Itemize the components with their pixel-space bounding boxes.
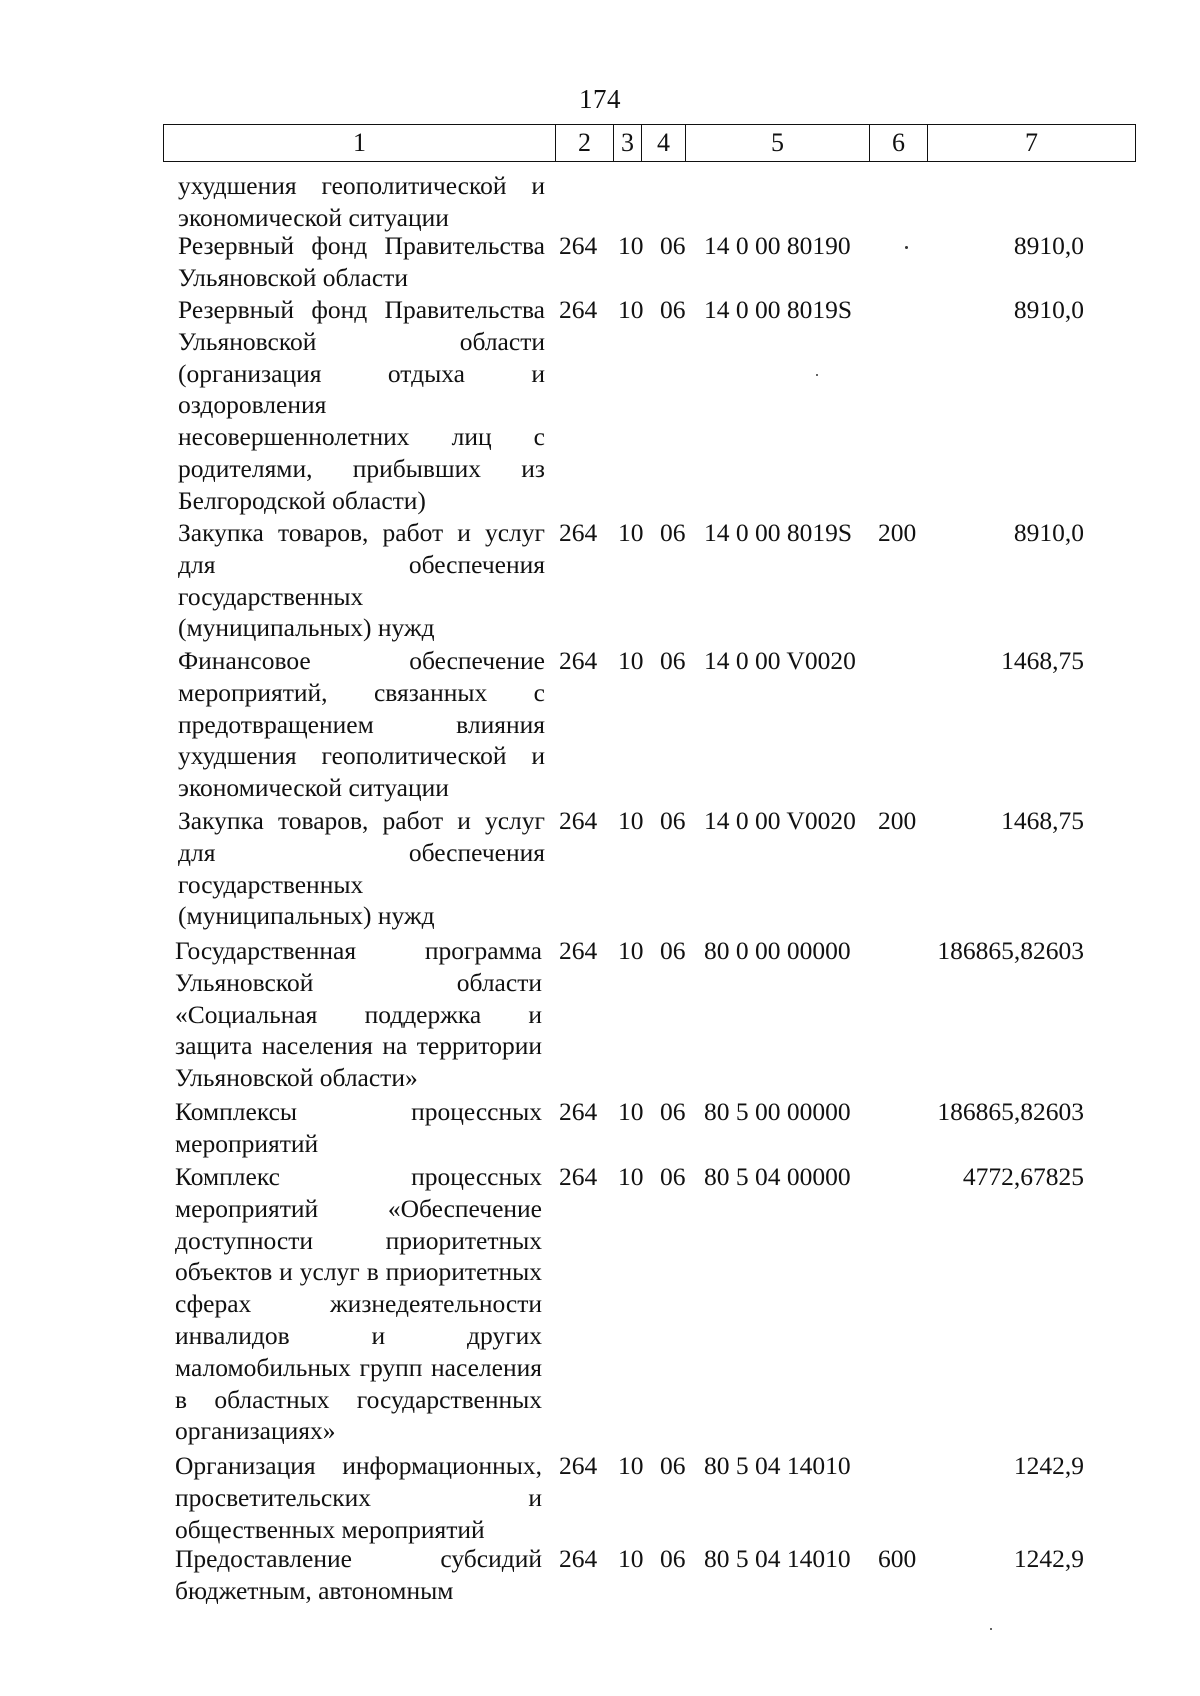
row-code-target: 80 5 00 00000 xyxy=(704,1097,851,1126)
row-description: Комплексы процессных мероприятий xyxy=(175,1097,542,1158)
row-code-subsection: 06 xyxy=(660,936,686,965)
header-col-7: 7 xyxy=(928,125,1136,162)
row-amount: 186865,82603 xyxy=(937,1097,1084,1126)
row-code-target: 14 0 00 V0020 xyxy=(704,646,856,675)
row-code-subsection: 06 xyxy=(660,1097,686,1126)
row-code-ministry: 264 xyxy=(559,1162,598,1191)
row-code-target: 14 0 00 V0020 xyxy=(704,806,856,835)
row-code-section: 10 xyxy=(618,295,644,324)
row-code-subsection: 06 xyxy=(660,1544,686,1573)
row-code-ministry: 264 xyxy=(559,1451,598,1480)
row-code-ministry: 264 xyxy=(559,295,598,324)
row-code-section: 10 xyxy=(618,936,644,965)
row-amount: 8910,0 xyxy=(1013,518,1084,547)
row-code-subsection: 06 xyxy=(660,231,686,260)
row-code-section: 10 xyxy=(618,1162,644,1191)
row-amount: 8910,0 xyxy=(1013,231,1084,260)
row-code-section: 10 xyxy=(618,806,644,835)
row-code-section: 10 xyxy=(618,1544,644,1573)
row-description: Резервный фонд Правительства Ульяновской области xyxy=(178,231,545,292)
row-code-ministry: 264 xyxy=(559,518,598,547)
scan-speck xyxy=(905,246,908,249)
row-code-section: 10 xyxy=(618,518,644,547)
row-code-target: 14 0 00 8019S xyxy=(704,295,853,324)
row-description: Предоставление субсидий бюджетным, автономным xyxy=(175,1544,542,1605)
row-amount: 8910,0 xyxy=(1013,295,1084,324)
row-amount: 1468,75 xyxy=(1001,646,1084,675)
header-col-5: 5 xyxy=(686,125,870,162)
row-code-ministry: 264 xyxy=(559,646,598,675)
row-amount: 4772,67825 xyxy=(962,1162,1084,1191)
row-code-subsection: 06 xyxy=(660,295,686,324)
header-col-2: 2 xyxy=(556,125,614,162)
row-code-section: 10 xyxy=(618,231,644,260)
row-code-subsection: 06 xyxy=(660,806,686,835)
header-col-3: 3 xyxy=(614,125,642,162)
row-description: Комплекс процессных мероприятий «Обеспечение доступности приоритетных объектов и услуг в приоритетных сферах жизнедеятельности инвалидов и других маломобильных групп населения в областных государственных организациях» xyxy=(175,1162,542,1446)
row-code-subsection: 06 xyxy=(660,1451,686,1480)
row-code-section: 10 xyxy=(618,1451,644,1480)
scan-speck xyxy=(990,1628,992,1630)
row-code-target: 80 0 00 00000 xyxy=(704,936,851,965)
row-description: Резервный фонд Правительства Ульяновской области (организация отдыха и оздоровления несовершеннолетних лиц с родителями, прибывших из Белгородской области) xyxy=(178,295,545,515)
row-code-ministry: 264 xyxy=(559,1097,598,1126)
row-description: Закупка товаров, работ и услуг для обеспечения государственных (муниципальных) нужд xyxy=(178,518,545,643)
row-code-expense-type: 600 xyxy=(878,1544,917,1573)
row-code-target: 80 5 04 00000 xyxy=(704,1162,851,1191)
scan-speck xyxy=(816,374,818,376)
header-col-6: 6 xyxy=(870,125,928,162)
row-description: Государственная программа Ульяновской области «Социальная поддержка и защита населения на территории Ульяновской области» xyxy=(175,936,542,1093)
row-code-target: 14 0 00 8019S xyxy=(704,518,853,547)
row-code-expense-type: 200 xyxy=(878,518,917,547)
row-code-section: 10 xyxy=(618,1097,644,1126)
row-description: Закупка товаров, работ и услуг для обеспечения государственных (муниципальных) нужд xyxy=(178,806,545,931)
row-description: ухудшения геополитической и экономической ситуации xyxy=(178,171,545,232)
header-col-4: 4 xyxy=(642,125,686,162)
row-code-ministry: 264 xyxy=(559,806,598,835)
row-code-subsection: 06 xyxy=(660,646,686,675)
row-amount: 1242,9 xyxy=(1013,1451,1084,1480)
row-amount: 1468,75 xyxy=(1001,806,1084,835)
row-amount: 186865,82603 xyxy=(937,936,1084,965)
row-code-section: 10 xyxy=(618,646,644,675)
row-description: Организация информационных, просветительских и общественных мероприятий xyxy=(175,1451,542,1544)
row-code-ministry: 264 xyxy=(559,1544,598,1573)
row-code-target: 14 0 00 80190 xyxy=(704,231,851,260)
row-code-expense-type: 200 xyxy=(878,806,917,835)
row-code-ministry: 264 xyxy=(559,936,598,965)
row-code-target: 80 5 04 14010 xyxy=(704,1451,851,1480)
row-code-target: 80 5 04 14010 xyxy=(704,1544,851,1573)
row-code-subsection: 06 xyxy=(660,518,686,547)
row-code-subsection: 06 xyxy=(660,1162,686,1191)
row-code-ministry: 264 xyxy=(559,231,598,260)
row-description: Финансовое обеспечение мероприятий, связанных с предотвращением влияния ухудшения геополитической и экономической ситуации xyxy=(178,646,545,803)
header-col-1: 1 xyxy=(164,125,556,162)
page-number: 174 xyxy=(579,84,621,114)
row-amount: 1242,9 xyxy=(1013,1544,1084,1573)
table-header xyxy=(163,124,1136,162)
